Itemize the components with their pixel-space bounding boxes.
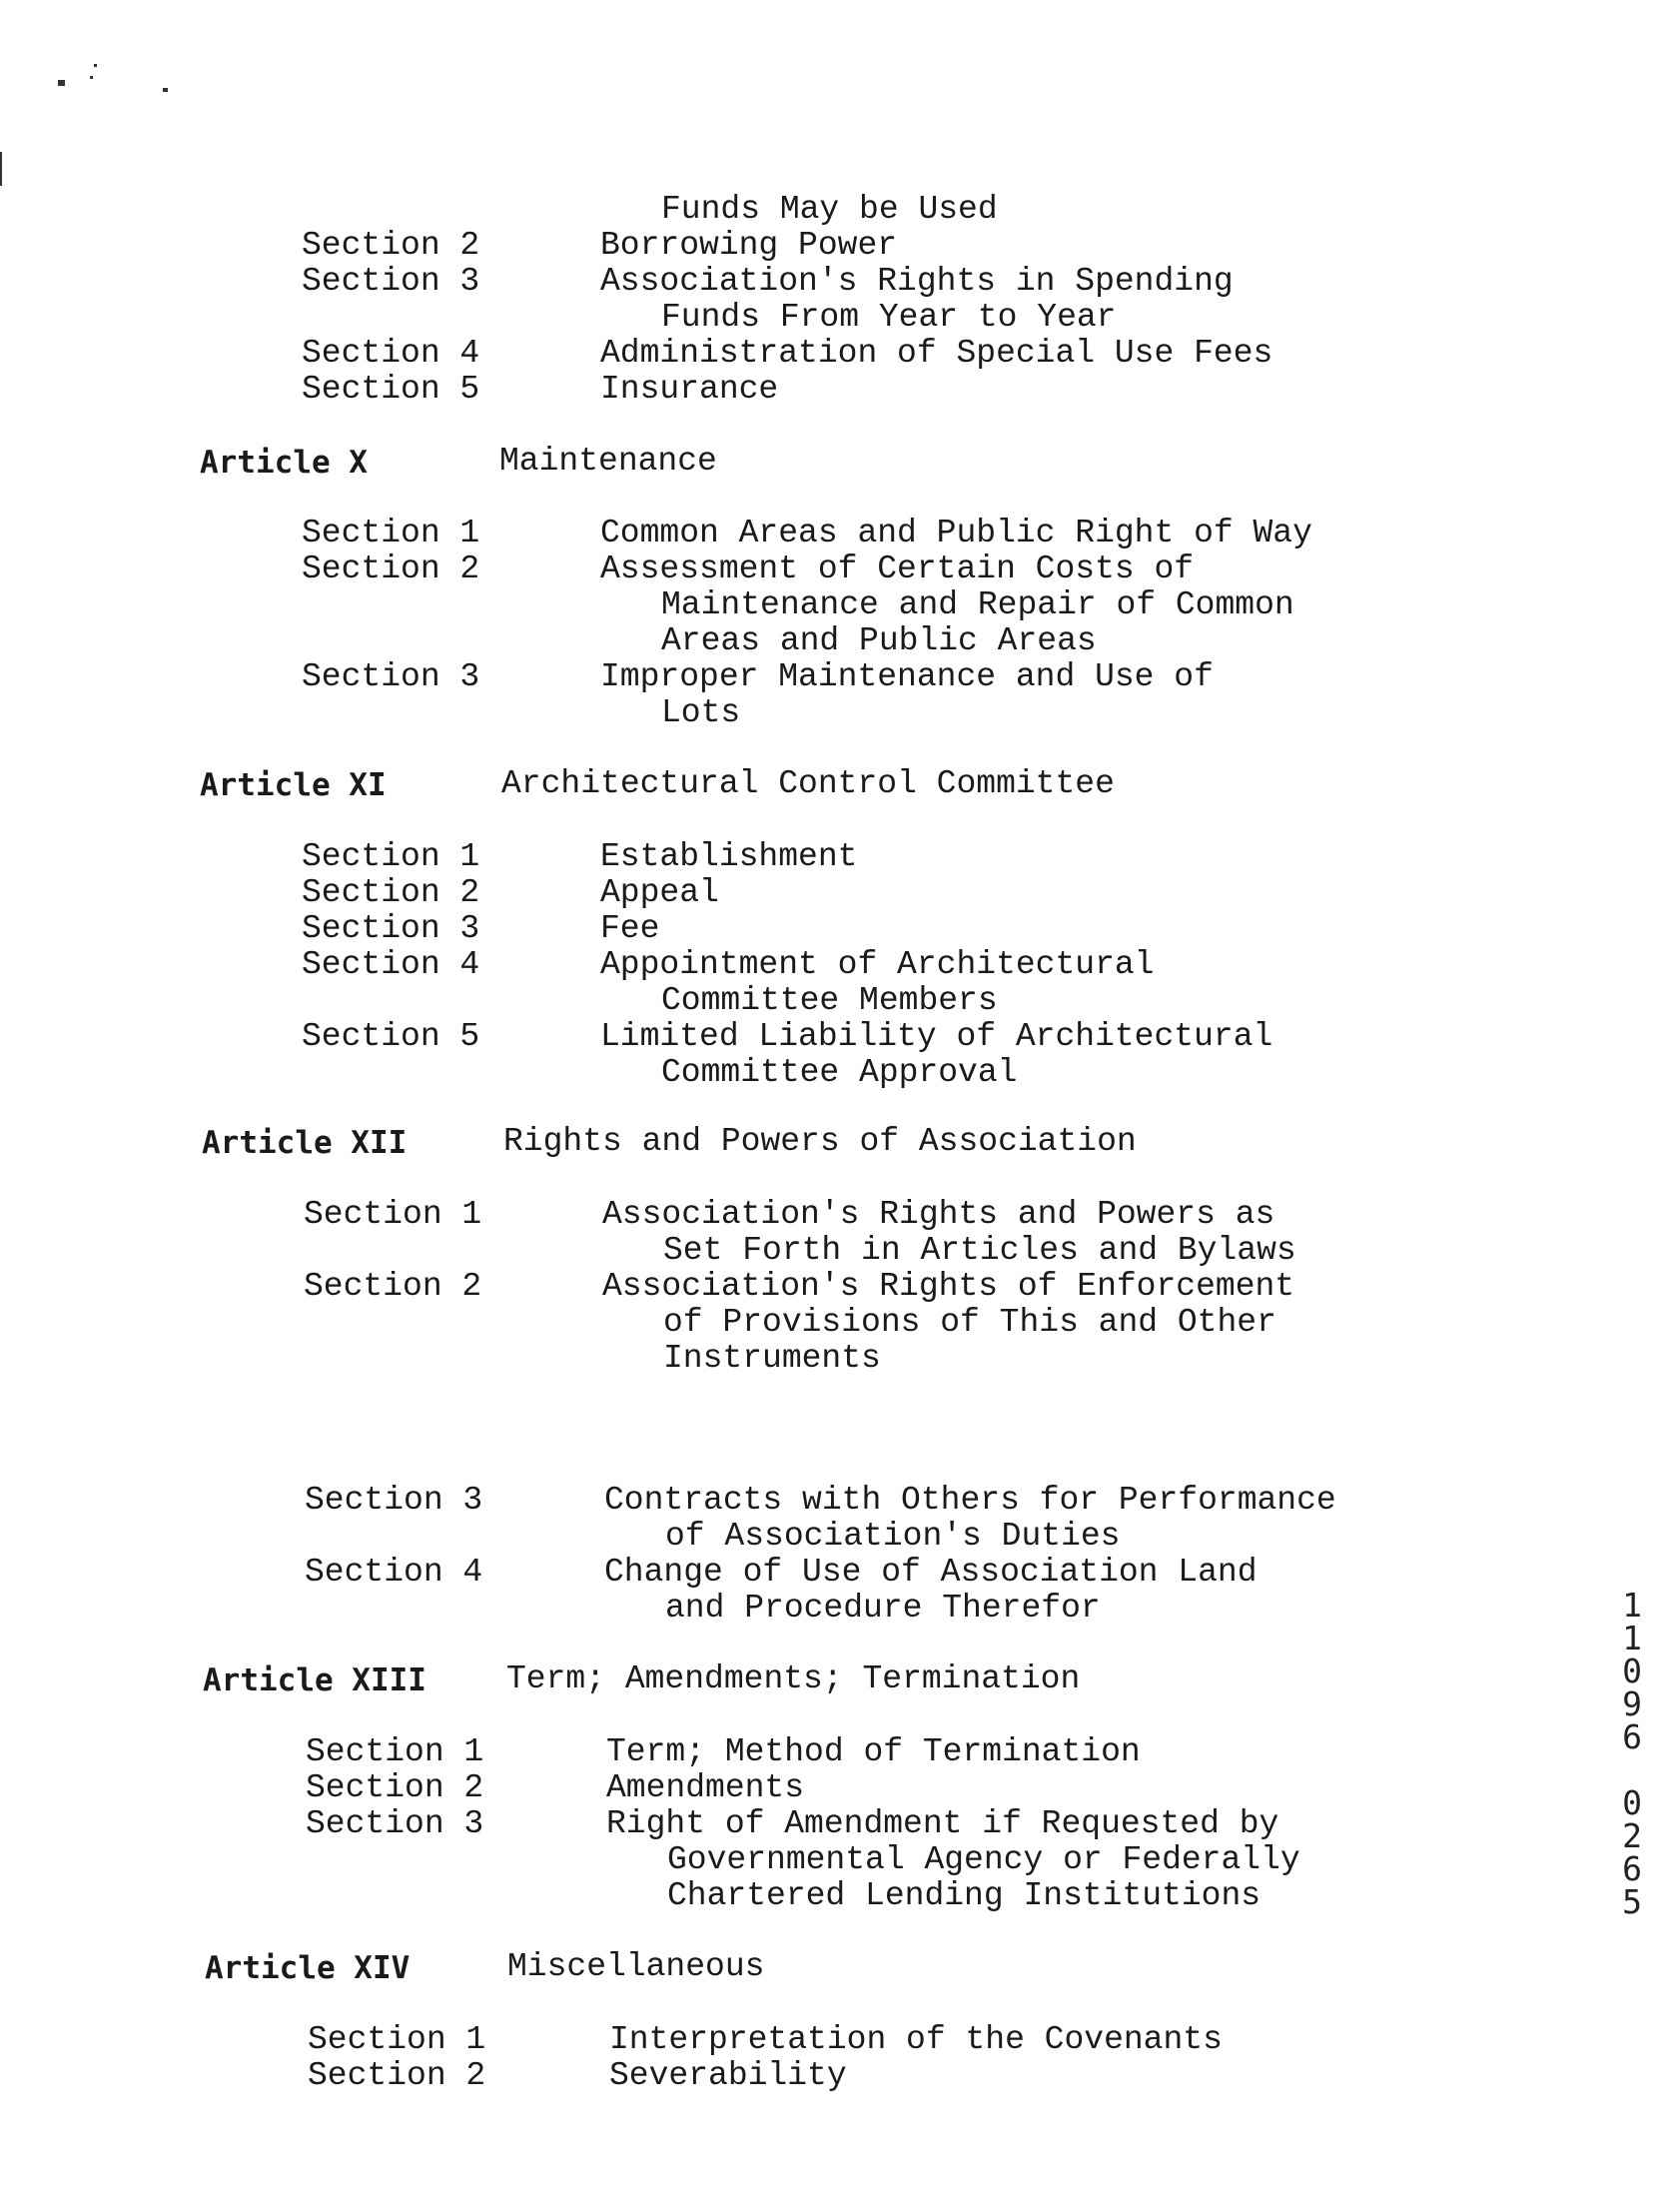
section-title: Association's Rights of Enforcement xyxy=(602,1268,1295,1305)
section-title: Association's Rights and Powers as xyxy=(602,1196,1275,1233)
section-title-cont: Committee Approval xyxy=(661,1054,1018,1091)
section-title: Association's Rights in Spending xyxy=(600,263,1234,300)
section-label: Section 4 xyxy=(305,1554,483,1591)
section-title: Term; Method of Termination xyxy=(606,1733,1141,1770)
section-title: Severability xyxy=(609,2057,847,2094)
article-heading: Article XIII xyxy=(203,1662,426,1698)
section-title-cont: Funds From Year to Year xyxy=(661,299,1117,336)
scan-speck xyxy=(90,76,93,79)
section-label: Section 3 xyxy=(302,910,480,947)
article-title: Term; Amendments; Termination xyxy=(506,1660,1081,1697)
section-label: Section 1 xyxy=(306,1733,484,1770)
section-label: Section 2 xyxy=(308,2057,486,2094)
scan-speck xyxy=(163,88,168,92)
scan-speck xyxy=(0,152,2,186)
section-title-cont: Maintenance and Repair of Common xyxy=(661,586,1294,623)
section-title: Amendments xyxy=(606,1769,805,1806)
article-title: Maintenance xyxy=(499,443,717,480)
article-title: Miscellaneous xyxy=(507,1948,765,1985)
section-title: Assessment of Certain Costs of xyxy=(600,550,1195,587)
section-title: Appeal xyxy=(600,874,719,911)
section-label: Section 1 xyxy=(308,2021,486,2058)
scan-speck xyxy=(58,80,65,86)
article-heading: Article XII xyxy=(202,1125,408,1161)
section-title: Limited Liability of Architectural xyxy=(600,1018,1273,1055)
section-label: Section 3 xyxy=(305,1482,483,1519)
article-title: Rights and Powers of Association xyxy=(503,1123,1137,1160)
section-title-cont: Instruments xyxy=(663,1340,881,1377)
section-label: Section 4 xyxy=(302,946,480,983)
section-label: Section 5 xyxy=(302,1018,480,1055)
article-heading: Article XIV xyxy=(205,1950,411,1986)
section-title-cont: Set Forth in Articles and Bylaws xyxy=(663,1232,1296,1269)
scan-speck xyxy=(94,64,97,67)
section-title: Fee xyxy=(600,910,660,947)
section-label: Section 3 xyxy=(302,263,480,300)
section-title-cont: of Provisions of This and Other xyxy=(663,1304,1276,1341)
section-label: Section 2 xyxy=(304,1268,482,1305)
article-heading: Article X xyxy=(200,445,368,481)
section-title-cont: Lots xyxy=(661,694,741,731)
section-title: Change of Use of Association Land xyxy=(604,1554,1258,1591)
section-title: Borrowing Power xyxy=(600,227,898,264)
section-title: Administration of Special Use Fees xyxy=(600,335,1273,372)
section-title: Appointment of Architectural xyxy=(600,946,1155,983)
section-title-cont: Areas and Public Areas xyxy=(661,622,1097,659)
section-title-cont: Chartered Lending Institutions xyxy=(667,1877,1261,1914)
article-title: Architectural Control Committee xyxy=(501,765,1115,802)
section-title-cont: Governmental Agency or Federally xyxy=(667,1841,1300,1878)
section-title: Insurance xyxy=(600,371,779,408)
section-label: Section 2 xyxy=(302,874,480,911)
section-label: Section 2 xyxy=(302,227,480,264)
section-title: Common Areas and Public Right of Way xyxy=(600,515,1312,551)
section-label: Section 1 xyxy=(302,838,480,875)
section-label: Section 3 xyxy=(306,1805,484,1842)
article-heading: Article XI xyxy=(200,767,387,803)
section-label: Section 5 xyxy=(302,371,480,408)
recording-stamp: 1 1 0 9 6 0 2 6 5 xyxy=(1622,1586,1642,1921)
section-title: Establishment xyxy=(600,838,858,875)
section-label: Section 3 xyxy=(302,658,480,695)
section-label: Section 1 xyxy=(304,1196,482,1233)
section-title: Improper Maintenance and Use of xyxy=(600,658,1214,695)
section-label: Section 2 xyxy=(306,1769,484,1806)
section-title: Contracts with Others for Performance xyxy=(604,1482,1336,1519)
section-title: Right of Amendment if Requested by xyxy=(606,1805,1279,1842)
section-label: Section 2 xyxy=(302,550,480,587)
section-label: Section 4 xyxy=(302,335,480,372)
section-title-cont: Committee Members xyxy=(661,982,998,1019)
section-title: Interpretation of the Covenants xyxy=(609,2021,1223,2058)
section-label: Section 1 xyxy=(302,515,480,551)
section-title-cont: and Procedure Therefor xyxy=(665,1590,1101,1627)
section-title-cont: of Association's Duties xyxy=(665,1518,1121,1555)
section-title-cont: Funds May be Used xyxy=(661,191,998,228)
